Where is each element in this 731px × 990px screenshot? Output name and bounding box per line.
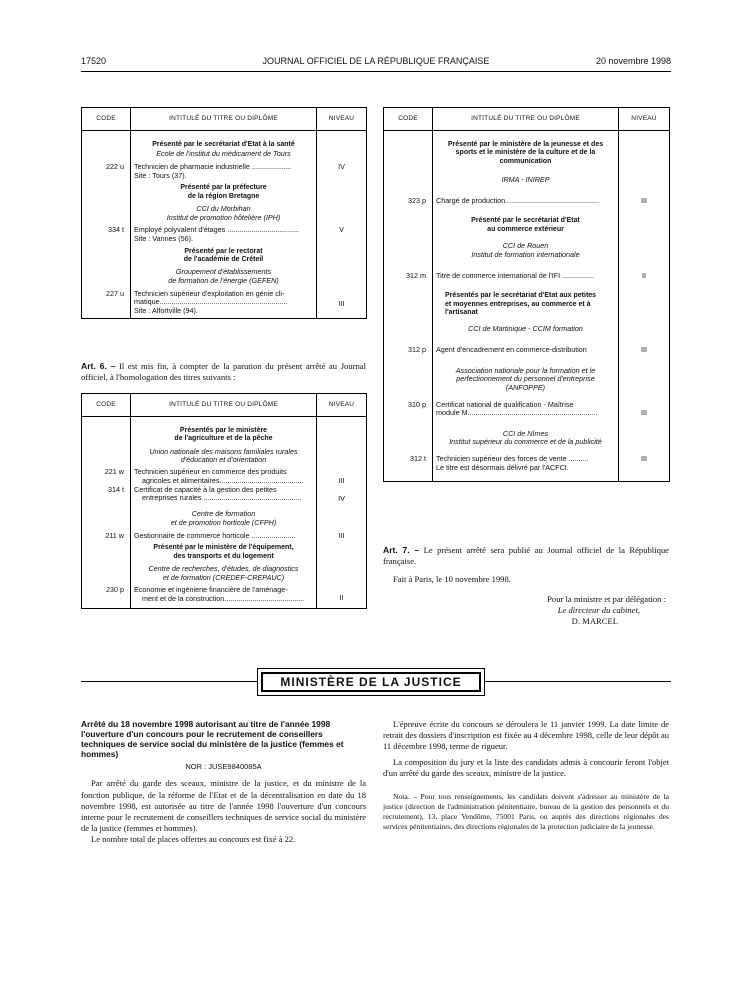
diploma-level: IV	[317, 159, 367, 180]
organisation-acronym: (ANFOPPE)	[505, 382, 546, 392]
diploma-title: Gestionnaire de commerce horticole ......................	[131, 528, 317, 541]
diploma-title: Employé polyvalent d'étages ....................................	[134, 225, 300, 235]
diploma-title: Certificat de capacité à la gestion des petites	[134, 484, 277, 494]
article-label: Art. 7. –	[383, 545, 420, 555]
diploma-title: Agent d'encadrement en commerce-distribution	[433, 334, 619, 355]
diploma-code: 211 w	[82, 528, 131, 541]
organisation-name-line2: et de formation (CREDEF-CREPAUC)	[162, 572, 285, 582]
diploma-title-line2: agricoles et alimentaires..........................................	[142, 475, 304, 485]
col-niveau: NIVEAU	[619, 108, 670, 131]
diploma-title: Technicien supérieur des forces de vente ..........	[436, 454, 589, 464]
diploma-code: 312 t	[384, 447, 433, 482]
col-code: CODE	[82, 394, 131, 417]
page-number: 17520	[81, 56, 107, 66]
presenter-heading-line2: de l'agriculture et de la pêche	[174, 435, 273, 443]
diploma-title: Economie et ingénierie financière de l'aménage-	[134, 585, 288, 595]
col-intitule: INTITULÉ DU TITRE OU DIPLÔME	[433, 108, 619, 131]
decree-column-right	[383, 719, 669, 832]
presenter-heading: Présentés par le secrétariat d'Etat aux petites	[445, 292, 597, 300]
organisation-name-line2: de formation de l'énergie (GEFEN)	[168, 276, 279, 286]
article-text: Il est mis fin, à compter de la parution du présent arrêté au Journal officiel, à l'homologation des titres suivants :	[81, 361, 366, 383]
organisation-name: Centre de recherches, d'études, de diagnostics	[148, 564, 299, 574]
decree-paragraph: La composition du jury et la liste des candidats admis à concourir feront l'objet d'un arrêté du garde des sceaux, ministre de la justice.	[383, 756, 669, 778]
diploma-level: II	[317, 582, 367, 609]
signature-name: D. MARCEL	[571, 616, 618, 627]
diploma-code: 312 m	[384, 260, 433, 281]
ministry-heading-box	[257, 668, 485, 696]
presenter-heading: Présenté par le secrétariat d'Etat	[471, 217, 580, 225]
page-header	[81, 56, 671, 72]
decree-paragraph: L'épreuve écrite du concours se déroulera le 11 janvier 1999. La date limite de retrait des dossiers d'inscription est fixée au 4 décembre 1998, celle de leur dépôt au 11 décembre 1998, terme de rigueur.	[383, 719, 669, 752]
signature-delegation: Pour la ministre et par délégation :	[547, 594, 666, 604]
diploma-level: V	[317, 222, 367, 243]
decree-paragraph: Le nombre total de places offertes au concours est fixé à 22.	[91, 834, 296, 845]
organisation-institute: Institut de formation internationale	[471, 249, 580, 259]
presenter-heading-line2: de l'académie de Créteil	[183, 256, 264, 264]
organisation-institute: Institut supérieur du commerce et de la publicité	[449, 437, 602, 447]
organisation-name-line2: et de promotion horticole (CFPH)	[170, 517, 277, 527]
diploma-code: 222 u	[82, 159, 131, 180]
article-6	[81, 361, 366, 383]
diploma-table-2	[81, 393, 367, 609]
decree-paragraph: Par arrêté du garde des sceaux, ministre de la justice, et du ministre de la fonction publique, de la réforme de l'Etat et de la décentralisation en date du 18 novembre 1998, est autorisée au titre de l'année 1998 l'ouverture d'un concours interne pour le recrutement de conseillers techniques de service social du ministère de la justice (femmes et hommes).	[81, 778, 366, 834]
presenter-heading: Présenté par le secrétariat d'Etat à la santé	[131, 131, 317, 150]
presenter-heading-line3: l'artisanat	[445, 308, 478, 316]
diploma-site: Site : Vannes (56).	[134, 234, 193, 244]
col-niveau: NIVEAU	[317, 394, 367, 417]
diploma-code: 334 t	[82, 222, 131, 243]
diploma-title: Certificat national de qualification - Maîtrise	[436, 399, 574, 409]
presenter-heading: Présenté par le rectorat	[184, 247, 263, 255]
presenter-heading: Présentés par le ministère	[179, 427, 268, 434]
presenter-heading: Présenté par le ministère de la jeunesse et des	[447, 141, 604, 148]
diploma-level: III	[619, 185, 670, 206]
organisation-name: CCI de Martinique - CCIM formation	[433, 317, 619, 334]
organisation-name: CCI de Nîmes	[502, 428, 549, 438]
organisation-name: CCI du Morbihan	[196, 204, 251, 214]
diploma-code: 314 t	[82, 486, 131, 504]
presenter-heading-line2: et moyennes entreprises, au commerce et à	[445, 300, 591, 308]
diploma-level: II	[619, 260, 670, 281]
article-7	[383, 545, 669, 567]
decree-column-left	[81, 719, 366, 846]
diploma-title-line2: matique................................................................	[134, 297, 288, 307]
article-label: Art. 6. –	[81, 361, 116, 371]
organisation-name: Groupement d'établissements	[175, 267, 272, 277]
presenter-heading-line2: sports et le ministère de la culture et de la	[455, 149, 596, 157]
diploma-title-line2: ment et de la construction........................................	[142, 593, 305, 603]
presenter-heading-line2: au commerce extérieur	[487, 225, 564, 233]
diploma-level: III	[317, 528, 367, 541]
organisation-name: Ecole de l'institut du médicament de Tours	[131, 149, 317, 159]
organisation-name: Association nationale pour la formation et le	[455, 365, 596, 375]
diploma-code: 227 u	[82, 286, 131, 319]
signature-block	[383, 594, 666, 628]
diploma-code: 230 p	[82, 582, 131, 609]
journal-title: JOURNAL OFFICIEL DE LA RÉPUBLIQUE FRANÇAISE	[262, 56, 490, 66]
diploma-level: III	[619, 334, 670, 355]
signature-place-date: Fait à Paris, le 10 novembre 1998.	[393, 574, 511, 584]
presenter-heading-line2: de la région Bretagne	[187, 192, 260, 200]
diploma-site: Site : Alfortville (94).	[134, 306, 198, 315]
diploma-title: Chargé de production...............................................	[433, 185, 619, 206]
signature-role: Le directeur du cabinet,	[557, 605, 640, 616]
diploma-table-1	[81, 107, 367, 319]
diploma-code: 323 p	[384, 185, 433, 206]
organisation-name: Centre de formation	[191, 509, 256, 519]
diploma-level: III	[619, 447, 670, 482]
diploma-title: Technicien supérieur d'exploitation en génie cli-	[134, 288, 285, 298]
presenter-heading: Présenté par le ministère de l'équipement,	[153, 544, 294, 552]
ministry-title: MINISTÈRE DE LA JUSTICE	[261, 672, 481, 692]
diploma-code: 221 w	[82, 465, 131, 486]
diploma-level: III	[317, 286, 367, 319]
diploma-title: Titre de commerce international de l'IFI ................	[433, 260, 619, 281]
col-niveau: NIVEAU	[317, 108, 367, 131]
decree-body-right	[383, 719, 669, 779]
col-intitule: INTITULÉ DU TITRE OU DIPLÔME	[131, 394, 317, 417]
col-code: CODE	[82, 108, 131, 131]
diploma-table-3	[383, 107, 670, 482]
decree-body-left	[81, 778, 366, 845]
presenter-heading: Présenté par la préfecture	[180, 184, 267, 192]
diploma-note: Le titre est désormais délivré par l'ACFCI.	[436, 462, 569, 472]
presenter-heading-line3: communication	[499, 157, 552, 165]
issue-date: 20 novembre 1998	[595, 56, 671, 66]
diploma-title-line2: module M.................................................................	[436, 408, 598, 418]
diploma-level: IV	[317, 486, 367, 504]
organisation-institute: Institut de promotion hôtelière (IPH)	[166, 212, 281, 222]
decree-title: Arrêté du 18 novembre 1998 autorisant au titre de l'année 1998 l'ouverture d'un concours pour le recrutement de conseillers techniques de service social du ministère de la justice (femmes et hommes)	[81, 719, 344, 760]
col-code: CODE	[384, 108, 433, 131]
organisation-name-line2: perfectionnement du personnel d'entreprise	[456, 374, 595, 384]
diploma-site: Site : Tours (37).	[134, 170, 187, 180]
organisation-name: IRMA - INIREP	[433, 166, 619, 185]
organisation-name: Union nationale des maisons familiales rurales	[149, 446, 298, 456]
diploma-title: Technicien de pharmacie industrielle ....................	[134, 162, 292, 172]
diploma-level: III	[317, 465, 367, 486]
presenter-heading-line2: des transports et du logement	[173, 552, 274, 560]
diploma-title-line2: entreprises rurales .................................................	[142, 493, 302, 503]
col-intitule: INTITULÉ DU TITRE OU DIPLÔME	[131, 108, 317, 131]
organisation-name: CCI de Rouen	[502, 241, 549, 251]
diploma-level: III	[619, 393, 670, 418]
diploma-title: Technicien supérieur en commerce des produits	[134, 467, 287, 477]
diploma-code: 312 p	[384, 334, 433, 355]
organisation-name-line2: d'éducation et d'orientation	[180, 455, 267, 465]
decree-nota: Nota. – Pour tous renseignements, les candidats doivent s'adresser au ministère de la justice (direction de l'administration pénitentiaire, bureau de la gestion des personnels et du recrutement), 13, place Vendôme, 75001 Paris, ou auprès des directions régionales des services pénitentiaires, des directions régionales de la protection judiciaire de la jeunesse.	[383, 792, 669, 831]
article-text: Le présent arrêté sera publié au Journal officiel de la République française.	[383, 545, 669, 567]
decree-nor: NOR : JUSE9840085A	[185, 762, 262, 772]
diploma-code: 310 p	[384, 393, 433, 418]
header-rule	[81, 71, 671, 72]
